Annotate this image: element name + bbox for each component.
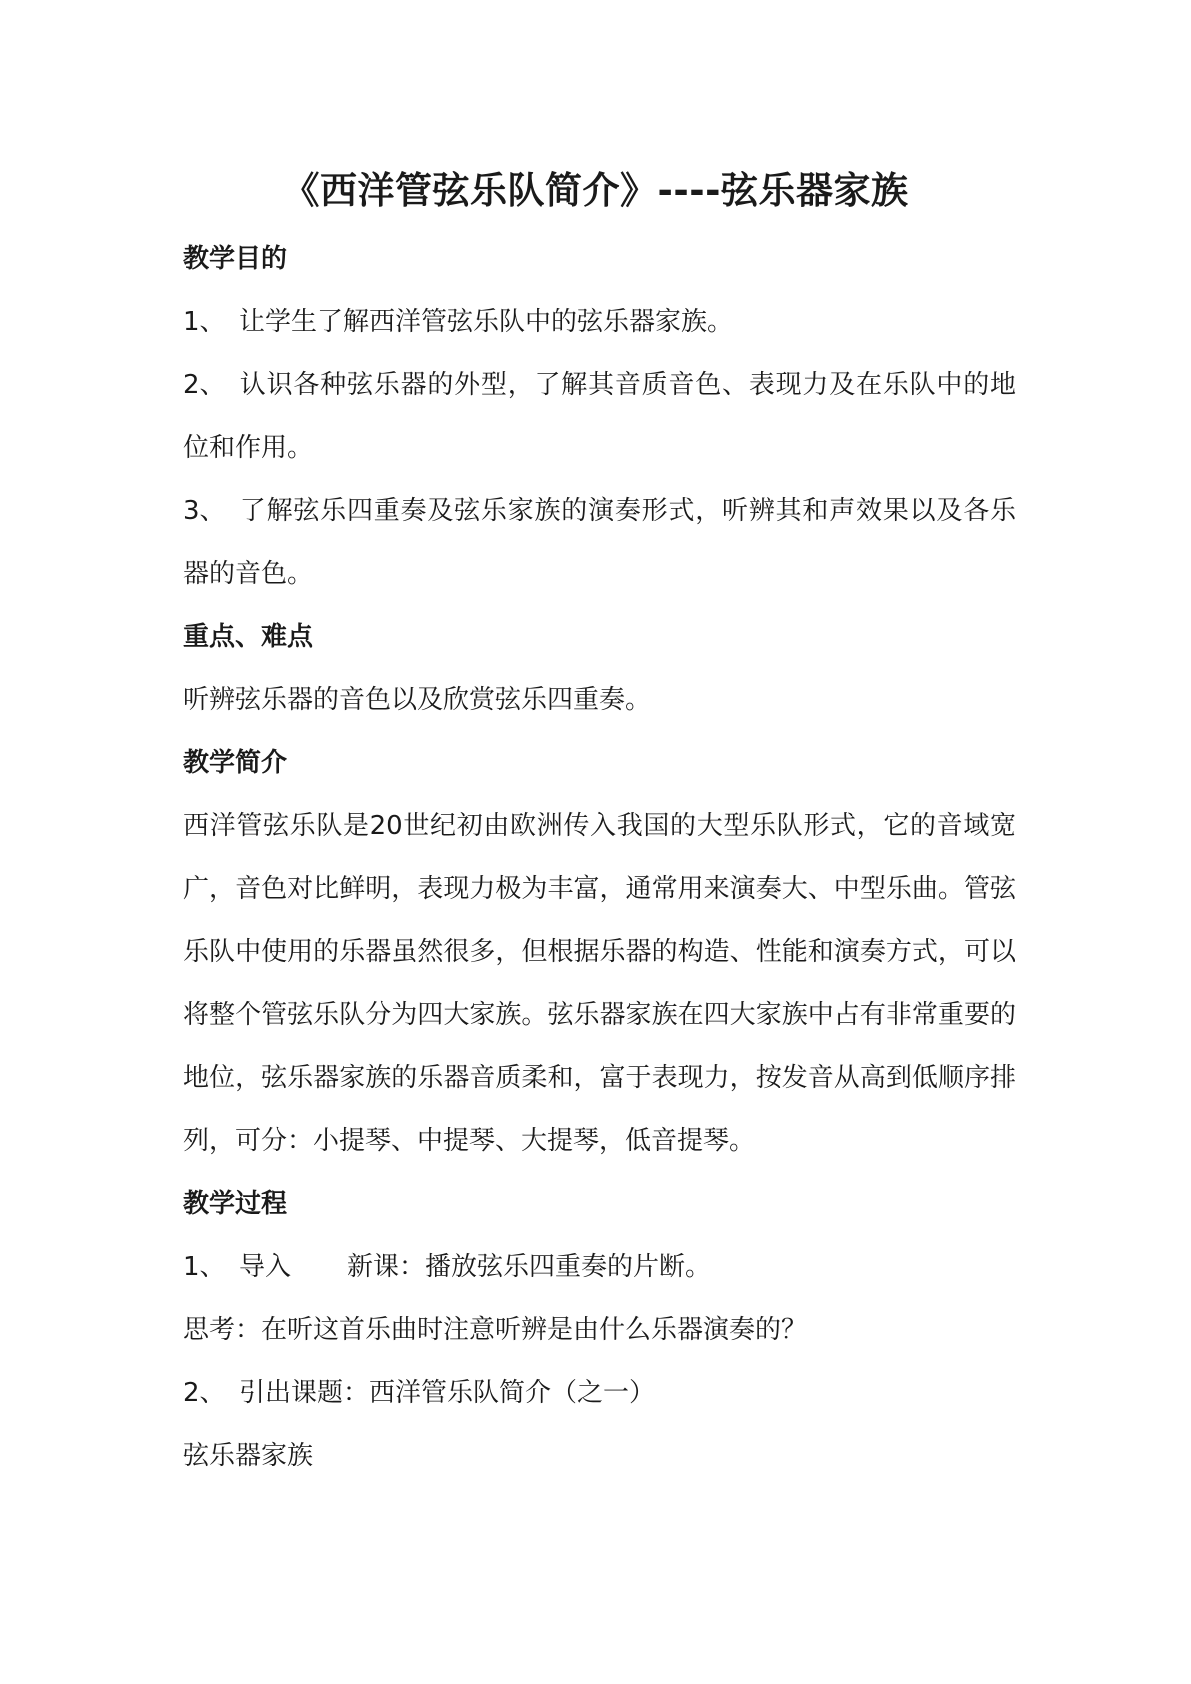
document-title: 《西洋管弦乐队简介》----弦乐器家族 (282, 169, 909, 212)
objective-text: 让学生了解西洋管弦乐队中的弦乐器家族。 (239, 307, 734, 337)
intro-text: 西洋管弦乐队是20世纪初由欧洲传入我国的大型乐队形式，它的音域宽广，音色对比鲜明，表现力极为丰富，通常用来演奏大、中型乐曲。管弦乐队中使用的乐器虽然很多，但根据乐器的构造、性能和演奏方式，可以将整个管弦乐队分为四大家族。弦乐器家族在四大家族中占有非常重要的地位，弦乐器家族的乐器音质柔和，富于表现力，按发音从高到低顺序排列，可分：小提琴、中提琴、大提琴，低音提琴。 (183, 811, 1016, 1156)
intro-heading: 教学简介 (183, 748, 288, 778)
final-line: 弦乐器家族 (183, 1441, 314, 1471)
objective-number: 3、 (183, 496, 226, 526)
process-step-2 (183, 1362, 1016, 1425)
step-text: 引出课题：西洋管乐队简介（之一） (239, 1378, 656, 1408)
objectives-heading: 教学目的 (183, 244, 288, 274)
key-points-heading: 重点、难点 (183, 622, 314, 652)
process-step-1 (183, 1236, 1016, 1299)
step-number: 1、 (183, 1252, 226, 1282)
objective-text: 认识各种弦乐器的外型，了解其音质音色、表现力及在乐队中的地位和作用。 (183, 370, 1016, 463)
objective-item-1 (183, 291, 1016, 354)
objective-item-2 (183, 354, 1016, 480)
step-text: 新课：播放弦乐四重奏的片断。 (347, 1252, 712, 1282)
step-label: 导入 (239, 1252, 292, 1282)
objective-item-3 (183, 480, 1016, 606)
objective-number: 2、 (183, 370, 226, 400)
objective-number: 1、 (183, 307, 226, 337)
think-question: 思考：在听这首乐曲时注意听辨是由什么乐器演奏的？ (183, 1315, 808, 1345)
process-heading: 教学过程 (183, 1189, 288, 1219)
document-body (183, 228, 1016, 1488)
key-points-text: 听辨弦乐器的音色以及欣赏弦乐四重奏。 (183, 685, 652, 715)
objective-text: 了解弦乐四重奏及弦乐家族的演奏形式，听辨其和声效果以及各乐器的音色。 (183, 496, 1016, 589)
step-number: 2、 (183, 1378, 226, 1408)
